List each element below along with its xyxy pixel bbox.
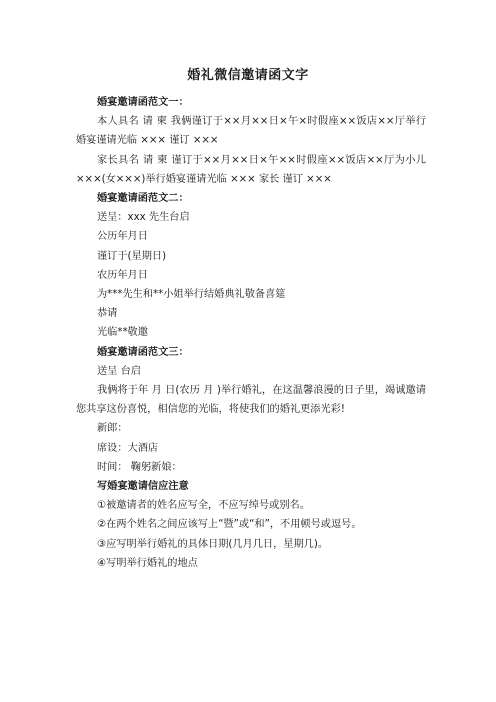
section-heading: 婚宴邀请函范文二： [97, 193, 189, 205]
body-paragraph: 为***先生和**小姐举行结婚典礼敬备喜筵 [97, 289, 286, 301]
body-paragraph: 家长具名 请 柬 谨订于××月××日×午××时假座××饭店××厅为小儿×××(女×××)举行婚宴谨请光临 ××× 家长 谨订 ××× [76, 154, 426, 185]
section-heading: 婚宴邀请函范文三： [97, 346, 189, 358]
document-title: 婚礼微信邀请函文字 [187, 68, 309, 83]
body-paragraph: 席设：大酒店 [97, 442, 159, 454]
body-paragraph: 恭请 [97, 308, 118, 320]
document-body [76, 93, 426, 573]
body-paragraph: ①被邀请者的姓名应写全，不应写绰号或别名。 [97, 500, 310, 512]
body-paragraph: 时间： 鞠躬新娘： [97, 461, 182, 473]
body-paragraph: 我俩将于年 月 日(农历 月 )举行婚礼，在这温馨浪漫的日子里，竭诚邀请您共享这份喜悦，相信您的光临，将使我们的婚礼更添光彩! [76, 385, 426, 416]
body-paragraph: 送呈 台启 [97, 365, 141, 377]
body-paragraph: 新郎： [97, 423, 128, 435]
body-paragraph: ②在两个姓名之间应该写上“暨”或“和”，不用顿号或逗号。 [97, 519, 362, 531]
body-paragraph: 农历年月日 [97, 269, 148, 281]
section-heading: 婚宴邀请函范文一： [97, 97, 189, 108]
body-paragraph: ③应写明举行婚礼的具体日期(几月几日，星期几)。 [97, 538, 329, 550]
body-paragraph: 送呈：xxx 先生台启 [97, 212, 190, 224]
body-paragraph: 谨订于(星期日) [97, 250, 167, 262]
body-paragraph: 光临**敬邀 [97, 327, 148, 339]
body-paragraph: 公历年月日 [97, 231, 148, 243]
body-paragraph: ④写明举行婚礼的地点 [97, 557, 198, 569]
body-paragraph: 本人具名 请 柬 我俩谨订于××月××日×午×时假座××饭店××厅举行婚宴谨请光临 ××× 谨订 ××× [76, 116, 426, 147]
section-heading: 写婚宴邀请信应注意 [97, 481, 189, 493]
